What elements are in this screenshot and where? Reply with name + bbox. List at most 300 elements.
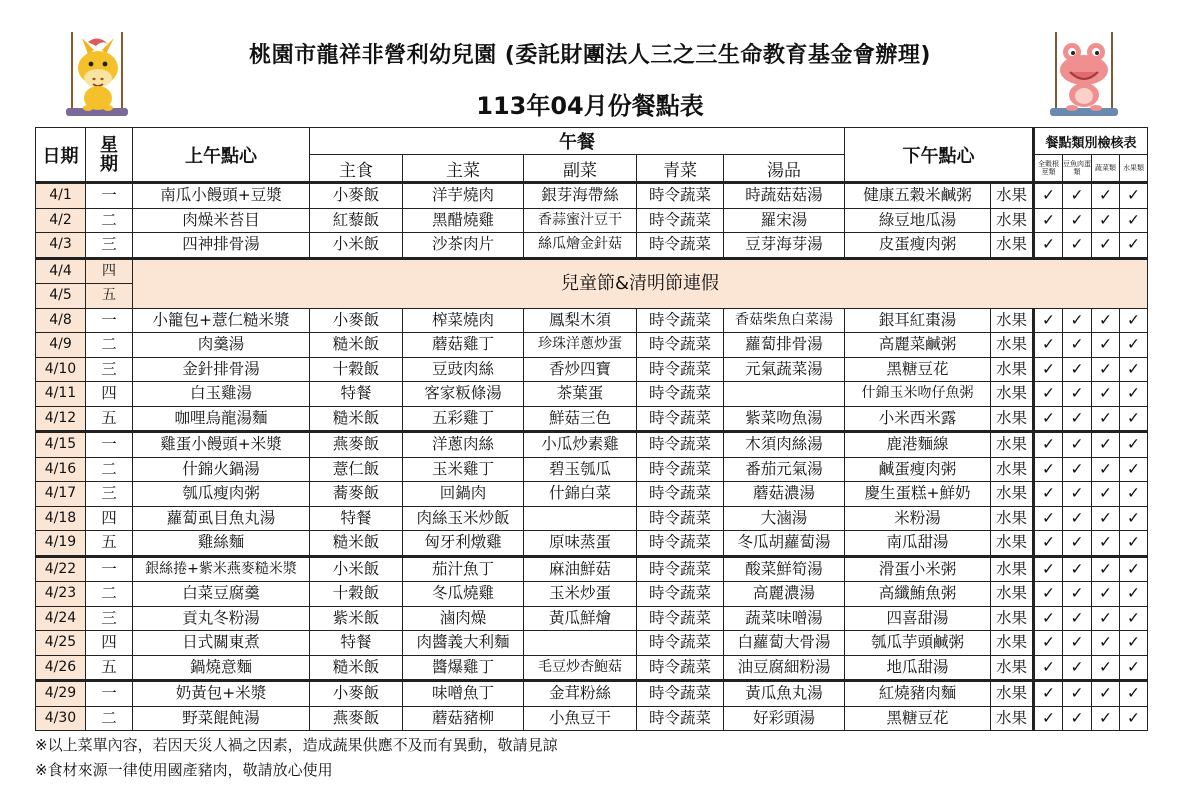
header-vegetable: 青菜 (637, 155, 724, 183)
check-mark-cell: ✓ (1034, 382, 1063, 407)
afternoon-snack-cell: 鹿港麵線 (845, 432, 991, 458)
check-mark-cell: ✓ (1034, 655, 1063, 681)
side-dish-cell: 玉米炒蛋 (524, 582, 637, 607)
side-dish-cell: 茶葉蛋 (524, 382, 637, 407)
afternoon-snack-cell: 黑糖豆花 (845, 706, 991, 731)
table-row (36, 681, 1148, 707)
side-dish-cell (524, 631, 637, 656)
staple-cell: 薏仁飯 (310, 457, 403, 482)
weekday-cell: 一 (86, 183, 133, 209)
date-cell: 4/5 (36, 284, 86, 309)
date-cell: 4/18 (36, 506, 86, 531)
weekday-cell: 四 (86, 631, 133, 656)
fruit-cell: 水果 (991, 655, 1034, 681)
soup-cell: 香菇柴魚白菜湯 (724, 308, 845, 333)
side-dish-cell (524, 506, 637, 531)
header-weekday-2: 期 (100, 153, 118, 175)
staple-cell: 特餐 (310, 382, 403, 407)
check-mark-cell: ✓ (1120, 531, 1148, 557)
check-mark-cell: ✓ (1063, 333, 1092, 358)
main-dish-cell: 醬爆雞丁 (403, 655, 524, 681)
staple-cell: 紫米飯 (310, 606, 403, 631)
staple-cell: 小米飯 (310, 556, 403, 582)
afternoon-snack-cell: 四喜甜湯 (845, 606, 991, 631)
check-mark-cell: ✓ (1034, 233, 1063, 259)
soup-cell: 大滷湯 (724, 506, 845, 531)
date-cell: 4/16 (36, 457, 86, 482)
afternoon-snack-cell: 米粉湯 (845, 506, 991, 531)
date-cell: 4/15 (36, 432, 86, 458)
check-mark-cell: ✓ (1092, 582, 1120, 607)
check-mark-cell: ✓ (1092, 506, 1120, 531)
weekday-cell: 二 (86, 333, 133, 358)
morning-snack-cell: 蘿蔔虱目魚丸湯 (133, 506, 310, 531)
check-mark-cell: ✓ (1120, 183, 1148, 209)
table-row (36, 706, 1148, 731)
check-mark-cell: ✓ (1034, 582, 1063, 607)
weekday-cell: 三 (86, 606, 133, 631)
header-main-dish: 主菜 (403, 155, 524, 183)
morning-snack-cell: 什錦火鍋湯 (133, 457, 310, 482)
check-mark-cell: ✓ (1063, 406, 1092, 432)
afternoon-snack-cell: 慶生蛋糕+鮮奶 (845, 482, 991, 507)
soup-cell: 元氣蔬菜湯 (724, 357, 845, 382)
main-dish-cell: 滷肉燥 (403, 606, 524, 631)
check-mark-cell: ✓ (1034, 531, 1063, 557)
header-check-fruit: 水果類 (1120, 155, 1148, 183)
check-mark-cell: ✓ (1092, 482, 1120, 507)
table-row (36, 606, 1148, 631)
table-row (36, 333, 1148, 358)
fruit-cell: 水果 (991, 432, 1034, 458)
morning-snack-cell: 南瓜小饅頭+豆漿 (133, 183, 310, 209)
vegetable-cell: 時令蔬菜 (637, 308, 724, 333)
afternoon-snack-cell: 銀耳紅棗湯 (845, 308, 991, 333)
weekday-cell: 一 (86, 556, 133, 582)
page-subtitle: 113年04月份餐點表 (476, 92, 704, 120)
staple-cell: 糙米飯 (310, 655, 403, 681)
date-cell: 4/30 (36, 706, 86, 731)
afternoon-snack-cell: 高麗菜鹹粥 (845, 333, 991, 358)
date-cell: 4/25 (36, 631, 86, 656)
check-mark-cell: ✓ (1092, 556, 1120, 582)
weekday-cell: 四 (86, 382, 133, 407)
check-mark-cell: ✓ (1063, 606, 1092, 631)
check-mark-cell: ✓ (1120, 631, 1148, 656)
soup-cell: 豆芽海芽湯 (724, 233, 845, 259)
check-mark-cell: ✓ (1120, 357, 1148, 382)
check-mark-cell: ✓ (1034, 706, 1063, 731)
date-cell: 4/24 (36, 606, 86, 631)
vegetable-cell: 時令蔬菜 (637, 482, 724, 507)
page-title: 桃園市龍祥非營利幼兒園 (委託財團法人三之三生命教育基金會辦理) (249, 43, 931, 68)
fruit-cell: 水果 (991, 556, 1034, 582)
soup-cell (724, 382, 845, 407)
vegetable-cell: 時令蔬菜 (637, 183, 724, 209)
staple-cell: 燕麥飯 (310, 432, 403, 458)
table-row (36, 357, 1148, 382)
table-row (36, 308, 1148, 333)
date-cell: 4/26 (36, 655, 86, 681)
check-mark-cell: ✓ (1120, 308, 1148, 333)
table-row (36, 506, 1148, 531)
main-dish-cell: 蘑菇雞丁 (403, 333, 524, 358)
fruit-cell: 水果 (991, 333, 1034, 358)
staple-cell: 糙米飯 (310, 531, 403, 557)
date-cell: 4/9 (36, 333, 86, 358)
weekday-cell: 四 (86, 258, 133, 284)
morning-snack-cell: 咖哩烏龍湯麵 (133, 406, 310, 432)
date-cell: 4/22 (36, 556, 86, 582)
header-date: 日期 (36, 128, 86, 183)
check-mark-cell: ✓ (1034, 606, 1063, 631)
weekday-cell: 五 (86, 531, 133, 557)
side-dish-cell: 原味蒸蛋 (524, 531, 637, 557)
vegetable-cell: 時令蔬菜 (637, 531, 724, 557)
fruit-cell: 水果 (991, 406, 1034, 432)
vegetable-cell: 時令蔬菜 (637, 506, 724, 531)
check-mark-cell: ✓ (1120, 482, 1148, 507)
table-row (36, 556, 1148, 582)
vegetable-cell: 時令蔬菜 (637, 655, 724, 681)
side-dish-cell: 黃瓜鮮燴 (524, 606, 637, 631)
check-mark-cell: ✓ (1092, 357, 1120, 382)
vegetable-cell: 時令蔬菜 (637, 556, 724, 582)
check-mark-cell: ✓ (1063, 681, 1092, 707)
main-dish-cell: 五彩雞丁 (403, 406, 524, 432)
staple-cell: 燕麥飯 (310, 706, 403, 731)
date-cell: 4/17 (36, 482, 86, 507)
date-cell: 4/3 (36, 233, 86, 259)
afternoon-snack-cell: 地瓜甜湯 (845, 655, 991, 681)
vegetable-cell: 時令蔬菜 (637, 631, 724, 656)
main-dish-cell: 豆豉肉絲 (403, 357, 524, 382)
check-mark-cell: ✓ (1063, 308, 1092, 333)
check-mark-cell: ✓ (1063, 208, 1092, 233)
soup-cell: 羅宋湯 (724, 208, 845, 233)
holiday-row (36, 258, 1148, 284)
header-soup: 湯品 (724, 155, 845, 183)
check-mark-cell: ✓ (1120, 556, 1148, 582)
staple-cell: 特餐 (310, 506, 403, 531)
fruit-cell: 水果 (991, 606, 1034, 631)
morning-snack-cell: 小籠包+薏仁糙米漿 (133, 308, 310, 333)
side-dish-cell: 絲瓜燴金針菇 (524, 233, 637, 259)
morning-snack-cell: 肉羹湯 (133, 333, 310, 358)
date-cell: 4/4 (36, 258, 86, 284)
weekday-cell: 四 (86, 506, 133, 531)
footnote-1: ※以上菜單內容，若因天災人禍之因素，造成蔬果供應不及而有異動，敬請見諒 (35, 736, 558, 754)
check-mark-cell: ✓ (1092, 208, 1120, 233)
afternoon-snack-cell: 瓠瓜芋頭鹹粥 (845, 631, 991, 656)
check-mark-cell: ✓ (1063, 706, 1092, 731)
check-mark-cell: ✓ (1120, 457, 1148, 482)
check-mark-cell: ✓ (1092, 457, 1120, 482)
check-mark-cell: ✓ (1034, 357, 1063, 382)
morning-snack-cell: 白菜豆腐羹 (133, 582, 310, 607)
staple-cell: 十穀飯 (310, 582, 403, 607)
staple-cell: 十穀飯 (310, 357, 403, 382)
side-dish-cell: 鳳梨木須 (524, 308, 637, 333)
table-row (36, 457, 1148, 482)
check-mark-cell: ✓ (1092, 681, 1120, 707)
check-mark-cell: ✓ (1120, 233, 1148, 259)
fruit-cell: 水果 (991, 208, 1034, 233)
fruit-cell: 水果 (991, 582, 1034, 607)
afternoon-snack-cell: 滑蛋小米粥 (845, 556, 991, 582)
check-mark-cell: ✓ (1120, 432, 1148, 458)
vegetable-cell: 時令蔬菜 (637, 582, 724, 607)
main-dish-cell: 洋芋燒肉 (403, 183, 524, 209)
table-row (36, 582, 1148, 607)
morning-snack-cell: 雞蛋小饅頭+米漿 (133, 432, 310, 458)
main-dish-cell: 匈牙利燉雞 (403, 531, 524, 557)
staple-cell: 蕎麥飯 (310, 482, 403, 507)
main-dish-cell: 回鍋肉 (403, 482, 524, 507)
header-check-veg: 蔬菜類 (1092, 155, 1120, 183)
weekday-cell: 五 (86, 406, 133, 432)
check-mark-cell: ✓ (1034, 457, 1063, 482)
check-mark-cell: ✓ (1120, 406, 1148, 432)
table-row (36, 208, 1148, 233)
side-dish-cell: 鮮菇三色 (524, 406, 637, 432)
date-cell: 4/11 (36, 382, 86, 407)
side-dish-cell: 什錦白菜 (524, 482, 637, 507)
weekday-cell: 二 (86, 706, 133, 731)
vegetable-cell: 時令蔬菜 (637, 406, 724, 432)
side-dish-cell: 麻油鮮菇 (524, 556, 637, 582)
date-cell: 4/10 (36, 357, 86, 382)
header-weekday-1: 星 (100, 134, 118, 156)
vegetable-cell: 時令蔬菜 (637, 432, 724, 458)
check-mark-cell: ✓ (1063, 631, 1092, 656)
vegetable-cell: 時令蔬菜 (637, 706, 724, 731)
side-dish-cell: 小瓜炒素雞 (524, 432, 637, 458)
check-mark-cell: ✓ (1034, 308, 1063, 333)
check-mark-cell: ✓ (1092, 655, 1120, 681)
vegetable-cell: 時令蔬菜 (637, 208, 724, 233)
check-mark-cell: ✓ (1034, 556, 1063, 582)
check-mark-cell: ✓ (1120, 382, 1148, 407)
weekday-cell: 二 (86, 457, 133, 482)
weekday-cell: 一 (86, 432, 133, 458)
table-row (36, 482, 1148, 507)
afternoon-snack-cell: 皮蛋瘦肉粥 (845, 233, 991, 259)
main-dish-cell: 蘑菇豬柳 (403, 706, 524, 731)
morning-snack-cell: 鍋燒意麵 (133, 655, 310, 681)
afternoon-snack-cell: 紅燒豬肉麵 (845, 681, 991, 707)
table-row (36, 233, 1148, 259)
table-row (36, 183, 1148, 209)
morning-snack-cell: 日式關東煮 (133, 631, 310, 656)
check-mark-cell: ✓ (1092, 308, 1120, 333)
main-dish-cell: 玉米雞丁 (403, 457, 524, 482)
side-dish-cell: 香炒四寶 (524, 357, 637, 382)
fruit-cell: 水果 (991, 382, 1034, 407)
main-dish-cell: 榨菜燒肉 (403, 308, 524, 333)
side-dish-cell: 珍珠洋蔥炒蛋 (524, 333, 637, 358)
check-mark-cell: ✓ (1063, 655, 1092, 681)
check-mark-cell: ✓ (1063, 531, 1092, 557)
soup-cell: 番茄元氣湯 (724, 457, 845, 482)
check-mark-cell: ✓ (1120, 655, 1148, 681)
check-mark-cell: ✓ (1034, 208, 1063, 233)
check-mark-cell: ✓ (1063, 506, 1092, 531)
side-dish-cell: 碧玉瓠瓜 (524, 457, 637, 482)
soup-cell: 木須肉絲湯 (724, 432, 845, 458)
check-mark-cell: ✓ (1063, 183, 1092, 209)
table-row (36, 382, 1148, 407)
side-dish-cell: 香蒜蜜汁豆干 (524, 208, 637, 233)
fruit-cell: 水果 (991, 308, 1034, 333)
morning-snack-cell: 白玉雞湯 (133, 382, 310, 407)
vegetable-cell: 時令蔬菜 (637, 357, 724, 382)
check-mark-cell: ✓ (1092, 606, 1120, 631)
header-lunch: 午餐 (310, 128, 845, 155)
fruit-cell: 水果 (991, 482, 1034, 507)
table-row (36, 631, 1148, 656)
morning-snack-cell: 四神排骨湯 (133, 233, 310, 259)
check-mark-cell: ✓ (1092, 382, 1120, 407)
main-dish-cell: 肉絲玉米炒飯 (403, 506, 524, 531)
staple-cell: 糙米飯 (310, 333, 403, 358)
soup-cell: 紫菜吻魚湯 (724, 406, 845, 432)
check-mark-cell: ✓ (1034, 432, 1063, 458)
date-cell: 4/29 (36, 681, 86, 707)
soup-cell: 時蔬菇菇湯 (724, 183, 845, 209)
main-dish-cell: 黑醋燒雞 (403, 208, 524, 233)
staple-cell: 小米飯 (310, 233, 403, 259)
afternoon-snack-cell: 南瓜甜湯 (845, 531, 991, 557)
fruit-cell: 水果 (991, 457, 1034, 482)
morning-snack-cell: 野菜餛飩湯 (133, 706, 310, 731)
afternoon-snack-cell: 黑糖豆花 (845, 357, 991, 382)
soup-cell: 高麗濃湯 (724, 582, 845, 607)
soup-cell: 黃瓜魚丸湯 (724, 681, 845, 707)
main-dish-cell: 洋蔥肉絲 (403, 432, 524, 458)
check-mark-cell: ✓ (1034, 183, 1063, 209)
frog-mascot-illustration (1042, 32, 1126, 122)
date-cell: 4/2 (36, 208, 86, 233)
vegetable-cell: 時令蔬菜 (637, 606, 724, 631)
morning-snack-cell: 奶黃包+米漿 (133, 681, 310, 707)
table-row (36, 432, 1148, 458)
afternoon-snack-cell: 綠豆地瓜湯 (845, 208, 991, 233)
fruit-cell: 水果 (991, 183, 1034, 209)
check-mark-cell: ✓ (1092, 631, 1120, 656)
vegetable-cell: 時令蔬菜 (637, 333, 724, 358)
fruit-cell: 水果 (991, 531, 1034, 557)
check-mark-cell: ✓ (1120, 582, 1148, 607)
fruit-cell: 水果 (991, 631, 1034, 656)
header-check-protein: 豆魚肉蛋類 (1063, 155, 1092, 183)
staple-cell: 特餐 (310, 631, 403, 656)
meal-table-body (36, 183, 1148, 731)
check-mark-cell: ✓ (1092, 531, 1120, 557)
table-row (36, 655, 1148, 681)
weekday-cell: 二 (86, 582, 133, 607)
weekday-cell: 一 (86, 681, 133, 707)
soup-cell: 蘿蔔排骨湯 (724, 333, 845, 358)
soup-cell: 好彩頭湯 (724, 706, 845, 731)
weekday-cell: 三 (86, 357, 133, 382)
main-dish-cell: 沙茶肉片 (403, 233, 524, 259)
footnote-2: ※食材來源一律使用國產豬肉，敬請放心使用 (35, 761, 333, 779)
header-side-dish: 副菜 (524, 155, 637, 183)
fruit-cell: 水果 (991, 233, 1034, 259)
main-dish-cell: 味噌魚丁 (403, 681, 524, 707)
date-cell: 4/1 (36, 183, 86, 209)
check-mark-cell: ✓ (1092, 333, 1120, 358)
fruit-cell: 水果 (991, 681, 1034, 707)
holiday-banner: 兒童節&清明節連假 (133, 258, 1148, 308)
side-dish-cell: 金茸粉絲 (524, 681, 637, 707)
table-row (36, 531, 1148, 557)
check-mark-cell: ✓ (1120, 706, 1148, 731)
afternoon-snack-cell: 高纖鮪魚粥 (845, 582, 991, 607)
staple-cell: 小麥飯 (310, 681, 403, 707)
check-mark-cell: ✓ (1120, 333, 1148, 358)
header-staple: 主食 (310, 155, 403, 183)
fruit-cell: 水果 (991, 357, 1034, 382)
soup-cell: 油豆腐細粉湯 (724, 655, 845, 681)
weekday-cell: 五 (86, 284, 133, 309)
check-mark-cell: ✓ (1120, 506, 1148, 531)
morning-snack-cell: 銀絲捲+紫米燕麥糙米漿 (133, 556, 310, 582)
fruit-cell: 水果 (991, 506, 1034, 531)
vegetable-cell: 時令蔬菜 (637, 382, 724, 407)
morning-snack-cell: 肉燥米苔目 (133, 208, 310, 233)
check-mark-cell: ✓ (1034, 333, 1063, 358)
side-dish-cell: 銀芽海帶絲 (524, 183, 637, 209)
morning-snack-cell: 貢丸冬粉湯 (133, 606, 310, 631)
check-mark-cell: ✓ (1120, 208, 1148, 233)
morning-snack-cell: 金針排骨湯 (133, 357, 310, 382)
check-mark-cell: ✓ (1034, 681, 1063, 707)
check-mark-cell: ✓ (1092, 706, 1120, 731)
check-mark-cell: ✓ (1063, 233, 1092, 259)
vegetable-cell: 時令蔬菜 (637, 233, 724, 259)
weekday-cell: 二 (86, 208, 133, 233)
weekday-cell: 三 (86, 482, 133, 507)
soup-cell: 蔬菜味噌湯 (724, 606, 845, 631)
staple-cell: 小麥飯 (310, 308, 403, 333)
weekday-cell: 三 (86, 233, 133, 259)
table-row (36, 406, 1148, 432)
side-dish-cell: 小魚豆干 (524, 706, 637, 731)
check-mark-cell: ✓ (1092, 432, 1120, 458)
afternoon-snack-cell: 什錦玉米吻仔魚粥 (845, 382, 991, 407)
main-dish-cell: 冬瓜燒雞 (403, 582, 524, 607)
main-dish-cell: 茄汁魚丁 (403, 556, 524, 582)
horse-mascot-illustration (58, 32, 136, 122)
weekday-cell: 五 (86, 655, 133, 681)
main-dish-cell: 客家粄條湯 (403, 382, 524, 407)
soup-cell: 白蘿蔔大骨湯 (724, 631, 845, 656)
check-mark-cell: ✓ (1034, 631, 1063, 656)
check-mark-cell: ✓ (1063, 432, 1092, 458)
check-mark-cell: ✓ (1120, 606, 1148, 631)
fruit-cell: 水果 (991, 706, 1034, 731)
afternoon-snack-cell: 鹹蛋瘦肉粥 (845, 457, 991, 482)
soup-cell: 酸菜鮮筍湯 (724, 556, 845, 582)
date-cell: 4/12 (36, 406, 86, 432)
header-morning-snack: 上午點心 (133, 128, 310, 183)
header-check-grains: 全穀根莖類 (1034, 155, 1063, 183)
check-mark-cell: ✓ (1034, 506, 1063, 531)
check-mark-cell: ✓ (1063, 357, 1092, 382)
check-mark-cell: ✓ (1092, 233, 1120, 259)
